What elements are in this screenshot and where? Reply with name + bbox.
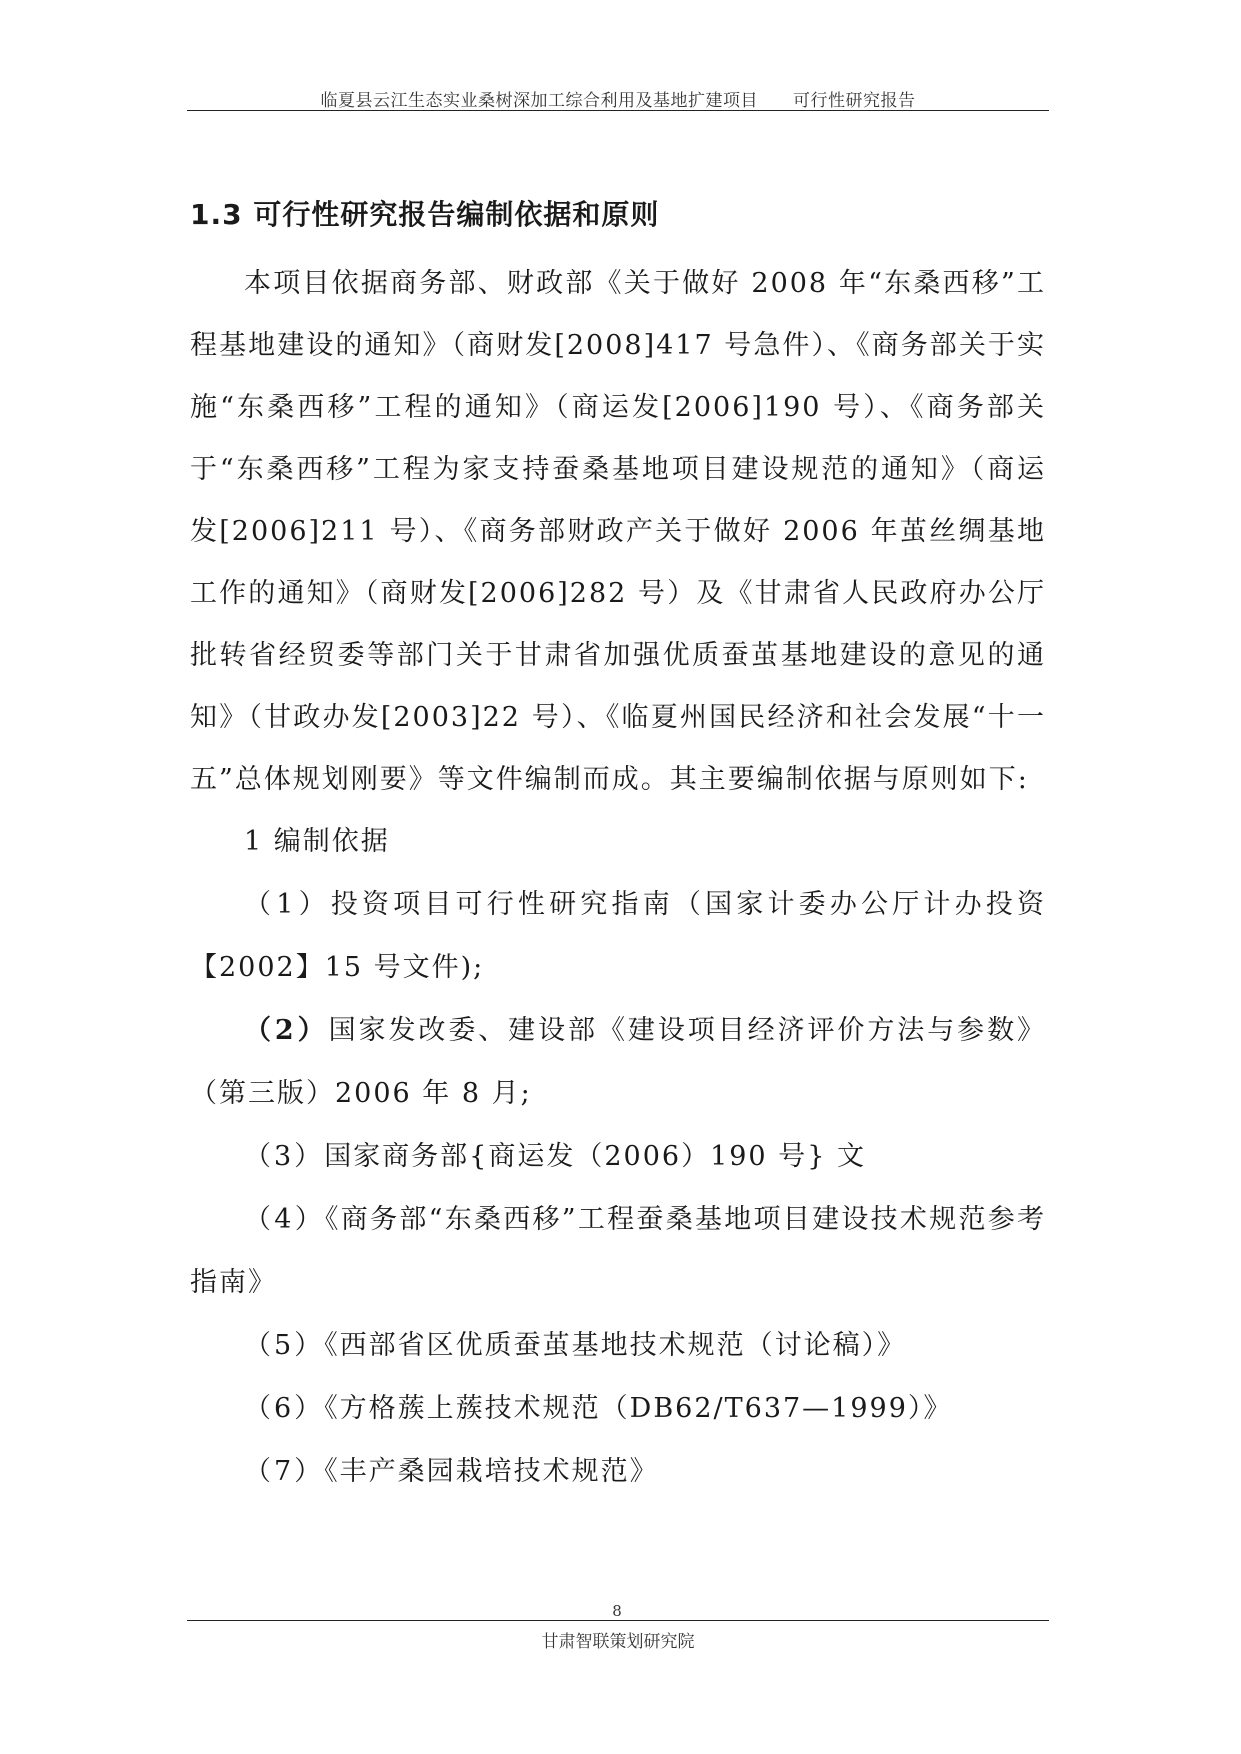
list-item xyxy=(190,1125,1046,1188)
list-item-text: 《丰产桑园栽培技术规范》 xyxy=(324,1456,659,1487)
list-item-number: （4） xyxy=(244,1204,326,1235)
list-item-text: 国家商务部{商运发（2006）190 号} 文 xyxy=(324,1141,866,1172)
list-item xyxy=(190,1188,1046,1314)
list-item xyxy=(190,1314,1046,1377)
list-item-number: （2） xyxy=(244,1015,329,1046)
intro-paragraph: 本项目依据商务部、财政部《关于做好 2008 年“东桑西移”工程基地建设的通知》（商财发[2008]417 号急件）、《商务部关于实施“东桑西移”工程的通知》（商运发[2006]190 号）、《商务部关于“东桑西移”工程为家支持蚕桑基地项目建设规范的通知》（商运发[2006]211 号）、《商务部财政产关于做好 2006 年茧丝绸基地工作的通知》（商财发[2006]282 号）及《甘肃省人民政府办公厅批转省经贸委等部门关于甘肃省加强优质蚕茧基地建设的意见的通知》（甘政办发[2003]22 号）、《临夏州国民经济和社会发展“十一五”总体规划刚要》等文件编制而成。其主要编制依据与原则如下: xyxy=(190,268,1046,795)
list-item-text: 《西部省区优质蚕茧基地技术规范（讨论稿）》 xyxy=(324,1330,907,1361)
running-header: 临夏县云江生态实业桑树深加工综合利用及基地扩建项目 可行性研究报告 xyxy=(320,91,916,111)
header-divider xyxy=(187,110,1049,111)
subsection-heading: 1 编制依据 xyxy=(244,826,390,857)
list-item-text: 投资项目可行性研究指南（国家计委办公厅计办投资【2002】15 号文件); xyxy=(190,889,1046,983)
list-item-text: 《商务部“东桑西移”工程蚕桑基地项目建设技术规范参考指南》 xyxy=(190,1204,1046,1298)
page-number: 8 xyxy=(612,1602,622,1620)
list-item xyxy=(190,873,1046,999)
footer-divider xyxy=(187,1620,1049,1621)
page-body xyxy=(190,195,1046,1503)
footer-organization: 甘肃智联策划研究院 xyxy=(541,1632,695,1652)
section-heading: 1.3 可行性研究报告编制依据和原则 xyxy=(190,198,660,231)
list-item-text: 国家发改委、建设部《建设项目经济评价方法与参数》（第三版）2006 年 8 月; xyxy=(190,1015,1047,1109)
list-item-number: （3） xyxy=(244,1141,325,1172)
list-item-number: （7） xyxy=(244,1456,325,1487)
list-item-text: 《方格蔟上蔟技术规范（DB62/T637—1999）》 xyxy=(324,1393,953,1424)
list-item-number: （6） xyxy=(244,1393,325,1424)
list-item-number: （1） xyxy=(244,889,331,920)
list-item xyxy=(190,1377,1046,1440)
list-item-number: （5） xyxy=(244,1330,325,1361)
list-item xyxy=(190,1440,1046,1503)
list-item xyxy=(190,999,1046,1125)
basis-list xyxy=(190,873,1046,1503)
